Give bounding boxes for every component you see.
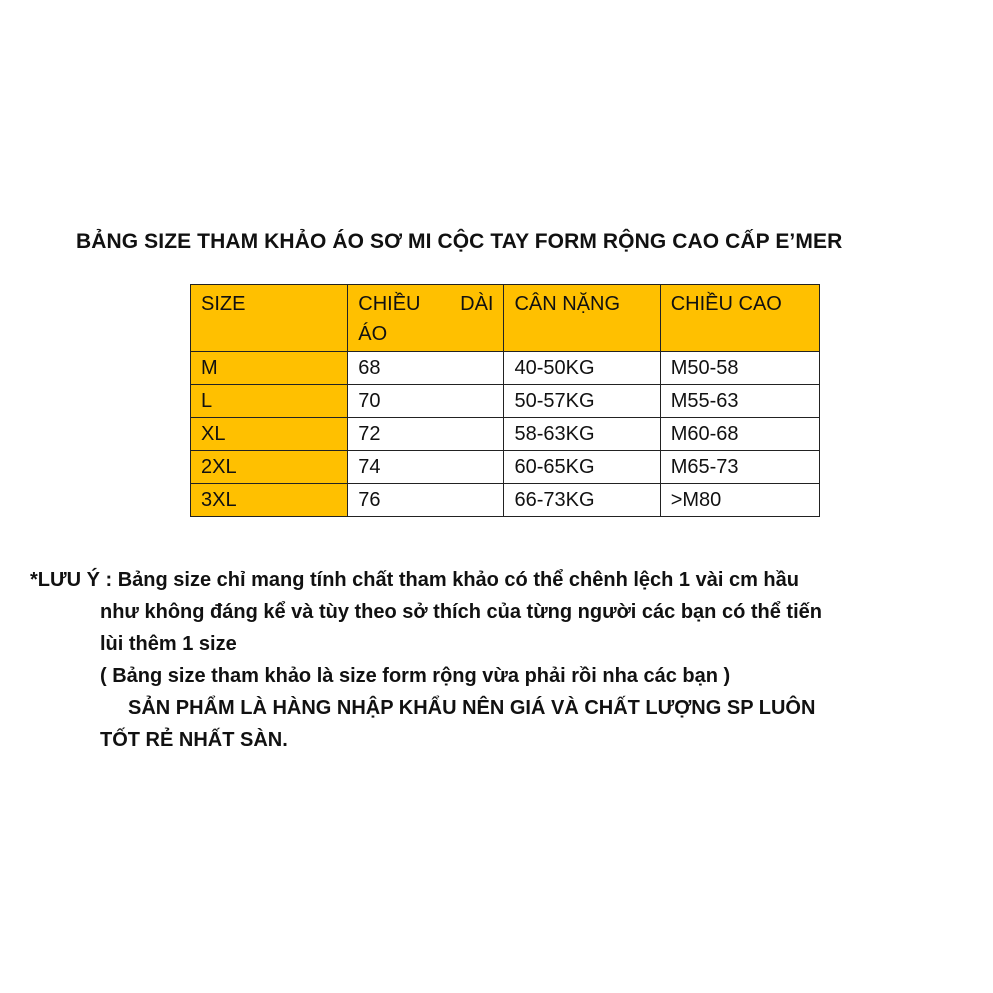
header-weight [504,285,660,352]
table-row [191,418,820,451]
note-line-3: lùi thêm 1 size [100,633,237,655]
header-height [660,285,819,352]
cell-weight: 66-73KG [504,484,660,517]
page-title: BẢNG SIZE THAM KHẢO ÁO SƠ MI CỘC TAY FORM RỘNG CAO CẤP E’MER [76,230,843,253]
header-length-word3: ÁO [358,323,388,345]
cell-length: 68 [348,352,504,385]
table-header-row [191,285,820,352]
cell-size: XL [191,418,348,451]
note-line-6: TỐT RẺ NHẤT SÀN. [100,729,288,751]
cell-length: 74 [348,451,504,484]
cell-height: M60-68 [660,418,819,451]
cell-size: 3XL [191,484,348,517]
cell-weight: 58-63KG [504,418,660,451]
cell-length: 70 [348,385,504,418]
header-height-label: CHIỀU CAO [670,293,782,315]
cell-height: >M80 [660,484,819,517]
size-table [190,284,820,517]
header-weight-label: CÂN NẶNG [514,293,621,315]
table-row [191,352,820,385]
cell-size: M [191,352,348,385]
note-line-5: SẢN PHẨM LÀ HÀNG NHẬP KHẨU NÊN GIÁ VÀ CHẤT LƯỢNG SP LUÔN [128,697,816,719]
cell-weight: 50-57KG [504,385,660,418]
header-size-label: SIZE [201,293,246,315]
cell-length: 76 [348,484,504,517]
note-line-1: *LƯU Ý : Bảng size chỉ mang tính chất tham khảo có thể chênh lệch 1 vài cm hầu [30,569,799,591]
header-length-word2: DÀI [460,293,494,315]
header-length [348,285,504,352]
cell-height: M55-63 [660,385,819,418]
cell-height: M65-73 [660,451,819,484]
table-row [191,385,820,418]
cell-size: L [191,385,348,418]
header-length-word1: CHIỀU [358,293,421,315]
header-size [191,285,348,352]
cell-length: 72 [348,418,504,451]
note-line-4: ( Bảng size tham khảo là size form rộng vừa phải rồi nha các bạn ) [100,665,731,687]
cell-weight: 60-65KG [504,451,660,484]
table-row [191,451,820,484]
cell-size: 2XL [191,451,348,484]
table-row [191,484,820,517]
cell-height: M50-58 [660,352,819,385]
cell-weight: 40-50KG [504,352,660,385]
note-line-2: như không đáng kể và tùy theo sở thích của từng người các bạn có thể tiến [100,601,822,623]
